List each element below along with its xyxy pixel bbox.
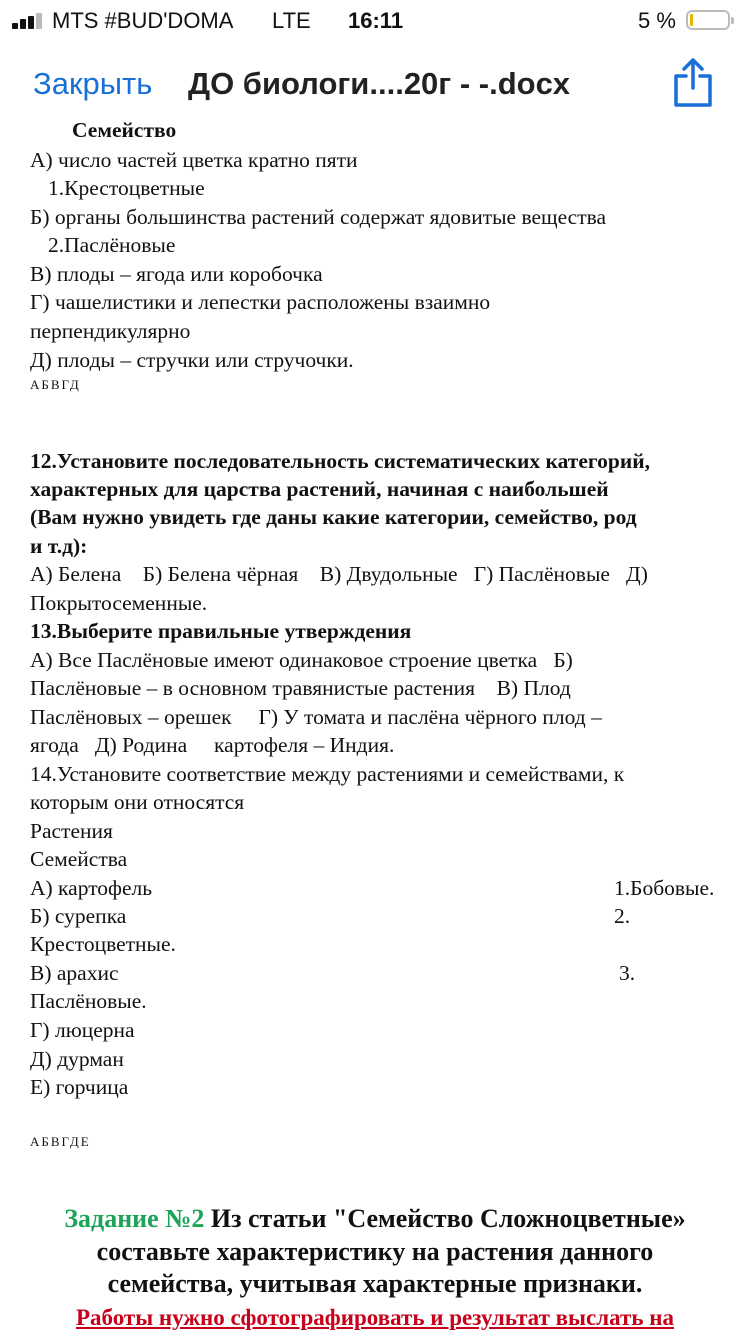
plant-item: В) арахис: [30, 961, 119, 985]
family-item: 3.: [619, 961, 636, 985]
question-title: и т.д):: [30, 534, 88, 558]
answer-letters: АБВГДЕ: [30, 1134, 91, 1149]
doc-line: А) число частей цветка кратно пяти: [30, 148, 358, 172]
family-header: Семейство: [72, 118, 177, 142]
status-bar: [0, 0, 750, 44]
plant-item: Паслёновые.: [30, 989, 147, 1013]
signal-icon: [12, 13, 46, 29]
plant-item: Б) сурепка: [30, 904, 127, 928]
doc-line: 1.Крестоцветные: [48, 176, 205, 200]
doc-line: А) Все Паслёновые имеют одинаковое строение цветка Б): [30, 648, 573, 672]
share-icon: [672, 58, 714, 108]
task2-line: семейства, учитывая характерные признаки.: [107, 1269, 643, 1298]
network-type: LTE: [272, 8, 311, 33]
doc-line: 2.Паслёновые: [48, 233, 176, 257]
battery-icon: [686, 10, 730, 30]
nav-bar: [0, 44, 750, 116]
plant-item: Крестоцветные.: [30, 932, 176, 956]
task2-line: [0, 1204, 750, 1234]
plant-item: Д) дурман: [30, 1047, 124, 1071]
plant-item: Г) люцерна: [30, 1018, 135, 1042]
answer-letters: АБВГД: [30, 377, 81, 392]
doc-line: А) Белена Б) Белена чёрная В) Двудольные Г) Паслёновые Д): [30, 562, 648, 586]
question-title: 13.Выберите правильные утверждения: [30, 619, 412, 643]
carrier: MTS #BUD'DOMA: [52, 8, 234, 33]
task2-text: Из статьи "Семейство Сложноцветные»: [204, 1204, 686, 1233]
plant-item: Е) горчица: [30, 1075, 129, 1099]
task2-line: составьте характеристику на растения данного: [96, 1237, 654, 1266]
doc-line: Паслёновых – орешек Г) У томата и паслёна чёрного плод –: [30, 705, 602, 729]
doc-line: Б) органы большинства растений содержат ядовитые вещества: [30, 205, 607, 229]
battery-percent: 5 %: [638, 8, 676, 33]
share-button[interactable]: [672, 58, 714, 108]
task2-instruction: Работы нужно сфотографировать и результат выслать на: [75, 1305, 674, 1330]
doc-line: Д) плоды – стручки или стручочки.: [30, 348, 354, 372]
doc-line: Покрытосеменные.: [30, 591, 208, 615]
document-title: ДО биологи....20г - -.docx: [188, 66, 571, 101]
question-title: которым они относятся: [30, 790, 245, 814]
clock: 16:11: [348, 8, 404, 33]
question-title: характерных для царства растений, начиная с наибольшей: [30, 477, 609, 501]
doc-line: Г) чашелистики и лепестки расположены взаимно: [30, 290, 491, 314]
plant-item: А) картофель: [30, 876, 153, 900]
family-item: 2.: [614, 904, 631, 928]
doc-line: Паслёновые – в основном травянистые растения В) Плод: [30, 676, 571, 700]
column-header-families: Семейства: [30, 847, 128, 871]
column-header-plants: Растения: [30, 819, 113, 843]
family-item: 1.Бобовые.: [614, 876, 715, 900]
doc-line: перпендикулярно: [30, 319, 191, 343]
doc-line: В) плоды – ягода или коробочка: [30, 262, 323, 286]
task2-label: Задание №2: [64, 1204, 205, 1233]
question-title: 14.Установите соответствие между растениями и семействами, к: [30, 762, 625, 786]
question-title: 12.Установите последовательность систематических категорий,: [30, 449, 650, 473]
close-button[interactable]: Закрыть: [33, 66, 153, 101]
doc-line: ягода Д) Родина картофеля – Индия.: [30, 733, 395, 757]
question-title: (Вам нужно увидеть где даны какие категории, семейство, род: [30, 505, 637, 529]
